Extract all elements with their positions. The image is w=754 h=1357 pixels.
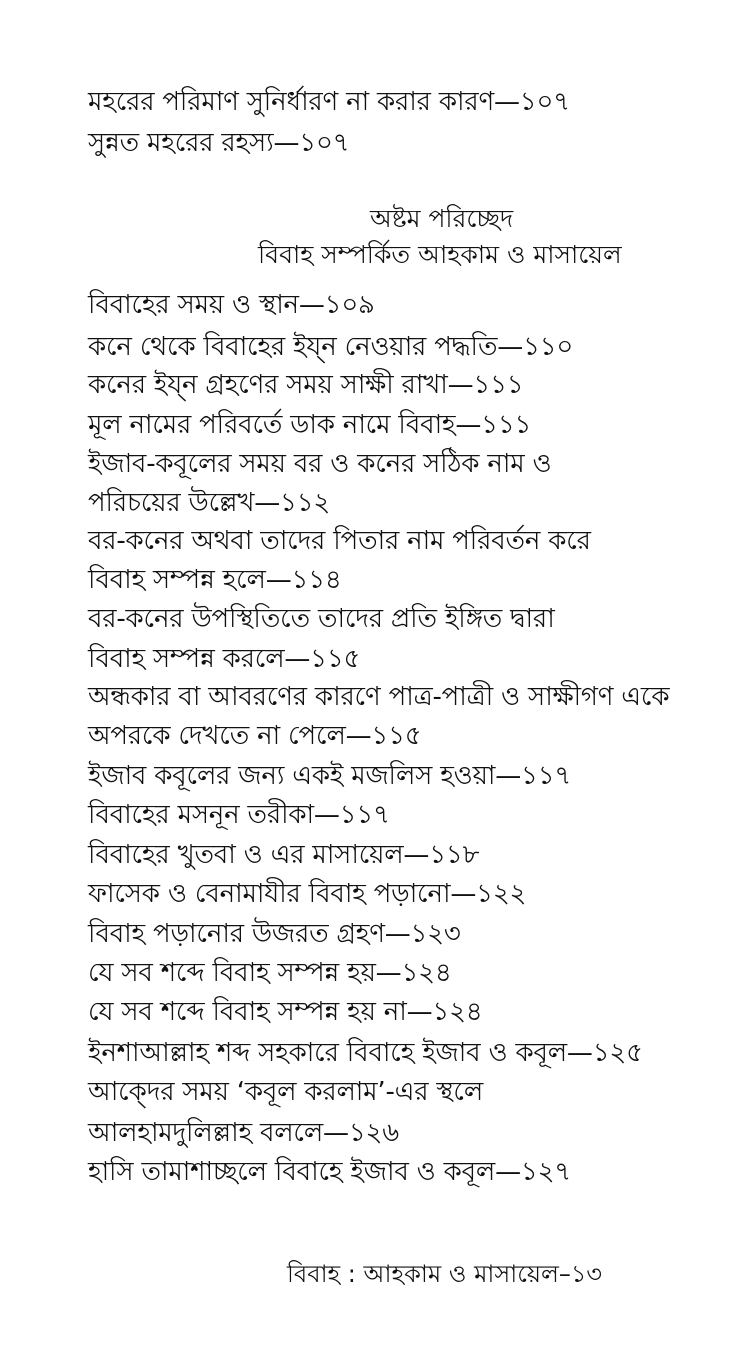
toc-entry: বিবাহের মসনূন তরীকা—১১৭ bbox=[88, 800, 390, 830]
toc-entry: অপরকে দেখতে না পেলে—১১৫ bbox=[88, 721, 422, 751]
chapter-number: অষ্টম পরিচ্ছেদ bbox=[370, 204, 514, 233]
toc-entry: হাসি তামাশাচ্ছলে বিবাহে ইজাব ও কবূল—১২৭ bbox=[88, 1157, 571, 1187]
toc-entry: বিবাহ সম্পন্ন করলে—১১৫ bbox=[88, 644, 361, 674]
toc-entry: আক্দের সময় ‘কবূল করলাম’-এর স্থলে bbox=[88, 1077, 484, 1107]
toc-entry: বর-কনের উপস্থিতিতে তাদের প্রতি ইঙ্গিত দ্বারা bbox=[88, 604, 555, 634]
toc-entry: ইজাব-কবূলের সময় বর ও কনের সঠিক নাম ও bbox=[88, 449, 552, 479]
toc-entry: বিবাহ সম্পন্ন হলে—১১৪ bbox=[88, 565, 342, 595]
chapter-title: বিবাহ সম্পর্কিত আহকাম ও মাসায়েল bbox=[258, 240, 622, 269]
toc-entry: বিবাহের সময় ও স্থান—১০৯ bbox=[88, 290, 375, 320]
toc-entry: বর-কনের অথবা তাদের পিতার নাম পরিবর্তন করে bbox=[88, 526, 591, 556]
toc-entry: যে সব শব্দে বিবাহ সম্পন্ন হয় না—১২৪ bbox=[88, 997, 483, 1027]
page-footer: বিবাহ : আহকাম ও মাসায়েল–১৩ bbox=[287, 1260, 603, 1288]
toc-entry: মূল নামের পরিবর্তে ডাক নামে বিবাহ—১১১ bbox=[88, 410, 532, 440]
toc-entry: যে সব শব্দে বিবাহ সম্পন্ন হয়—১২৪ bbox=[88, 958, 452, 988]
toc-entry: আলহামদুলিল্লাহ বললে—১২৬ bbox=[88, 1118, 399, 1148]
toc-entry: ফাসেক ও বেনামাযীর বিবাহ পড়ানো—১২২ bbox=[88, 879, 527, 909]
toc-entry: অন্ধকার বা আবরণের কারণে পাত্র-পাত্রী ও সাক্ষীগণ একে bbox=[88, 682, 670, 712]
toc-entry: বিবাহের খুতবা ও এর মাসায়েল—১১৮ bbox=[88, 840, 480, 870]
toc-entry: সুন্নত মহরের রহস্য—১০৭ bbox=[88, 128, 350, 158]
toc-entry: ইজাব কবূলের জন্য একই মজলিস হওয়া—১১৭ bbox=[88, 761, 572, 791]
toc-entry: ইনশাআল্লাহ শব্দ সহকারে বিবাহে ইজাব ও কবূল—১২৫ bbox=[88, 1038, 643, 1068]
toc-entry: কনের ইয্ন গ্রহণের সময় সাক্ষী রাখা—১১১ bbox=[88, 370, 524, 400]
toc-entry: কনে থেকে বিবাহের ইয্ন নেওয়ার পদ্ধতি—১১০ bbox=[88, 332, 574, 362]
toc-entry: মহরের পরিমাণ সুনির্ধারণ না করার কারণ—১০৭ bbox=[88, 87, 570, 117]
toc-entry: বিবাহ পড়ানোর উজরত গ্রহণ—১২৩ bbox=[88, 919, 461, 949]
toc-entry: পরিচয়ের উল্লেখ—১১২ bbox=[88, 488, 331, 518]
